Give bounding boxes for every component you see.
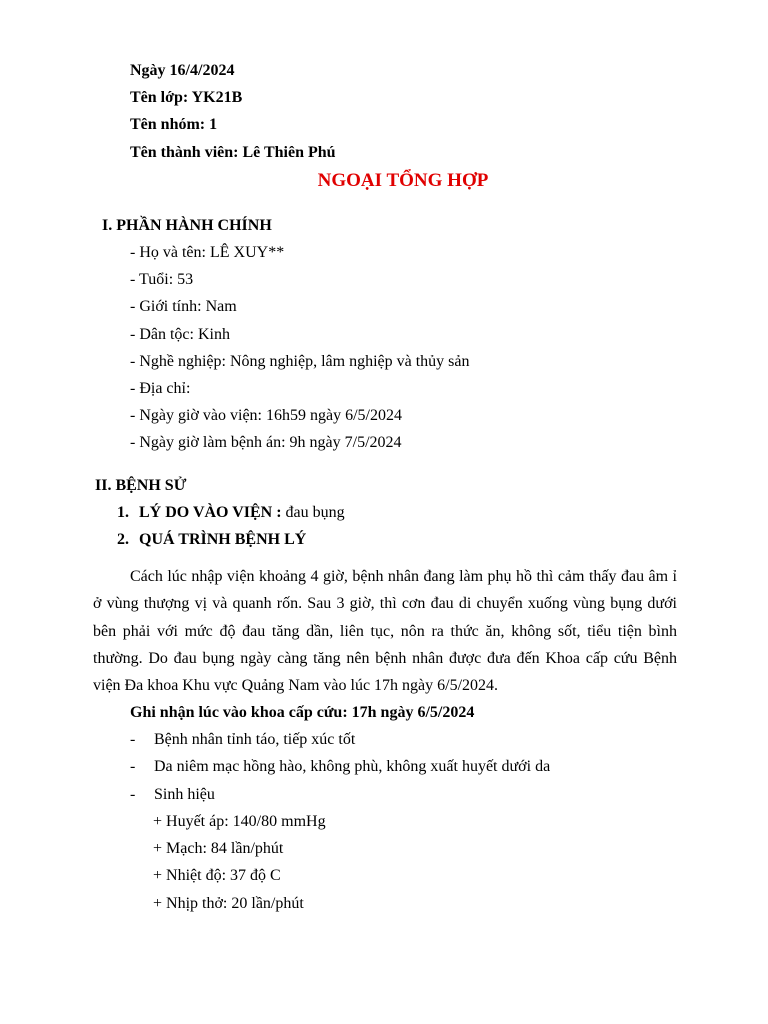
bullet-dash: - [130,758,136,775]
page-title: NGOẠI TỔNG HỢP [317,170,489,191]
reason-label: LÝ DO VÀO VIỆN : [139,504,282,521]
admin-item: - Địa chỉ: [130,380,191,397]
vital-sign: + Nhiệt độ: 37 độ C [153,867,281,884]
course-number: 2. [117,531,129,548]
bullet-dash: - [130,731,136,748]
admin-item: - Tuổi: 53 [130,271,194,288]
member-line: Tên thành viên: Lê Thiên Phú [130,144,336,161]
emergency-heading: Ghi nhận lúc vào khoa cấp cứu: 17h ngày 6/5/2024 [130,704,475,721]
course-line [117,530,306,550]
bullet-dash: - [130,786,136,803]
admin-item: - Nghề nghiệp: Nông nghiệp, lâm nghiệp và thủy sản [130,353,470,370]
course-label: QUÁ TRÌNH BỆNH LÝ [139,531,307,548]
history-paragraph: Cách lúc nhập viện khoảng 4 giờ, bệnh nhân đang làm phụ hồ thì cảm thấy đau âm ỉ ở vùng thượng vị và quanh rốn. Sau 3 giờ, thì cơn đau di chuyển xuống vùng bụng dưới bên phải với mức độ đau tăng dần, liên tục, nôn ra thức ăn, không sốt, tiểu tiện bình thường. Do đau bụng ngày càng tăng nên bệnh nhân được đưa đến Khoa cấp cứu Bệnh viện Đa khoa Khu vực Quảng Nam vào lúc 17h ngày 6/5/2024. [93,568,677,695]
section-admin-heading: I. PHẦN HÀNH CHÍNH [102,217,272,234]
reason-value: đau bụng [281,504,345,521]
emergency-item-text: Sinh hiệu [154,786,215,803]
emergency-item-text: Bệnh nhân tỉnh táo, tiếp xúc tốt [154,731,356,748]
emergency-item [130,785,215,805]
vital-sign: + Mạch: 84 lần/phút [153,840,284,857]
admin-item: - Ngày giờ làm bệnh án: 9h ngày 7/5/2024 [130,434,402,451]
group-line: Tên nhóm: 1 [130,116,218,133]
admin-item: - Ngày giờ vào viện: 16h59 ngày 6/5/2024 [130,407,402,424]
section-history-heading: II. BỆNH SỬ [95,477,187,494]
admin-item: - Giới tính: Nam [130,298,237,315]
admin-item: - Họ và tên: LÊ XUY** [130,244,285,261]
emergency-item [130,730,355,750]
vital-sign: + Nhịp thở: 20 lần/phút [153,895,304,912]
reason-line [117,503,345,523]
admin-item: - Dân tộc: Kinh [130,326,230,343]
class-line: Tên lớp: YK21B [130,89,243,106]
date-line: Ngày 16/4/2024 [130,62,235,79]
emergency-item-text: Da niêm mạc hồng hào, không phù, không xuất huyết dưới da [154,758,551,775]
vital-sign: + Huyết áp: 140/80 mmHg [153,813,326,830]
reason-number: 1. [117,504,129,521]
emergency-item [130,757,550,777]
